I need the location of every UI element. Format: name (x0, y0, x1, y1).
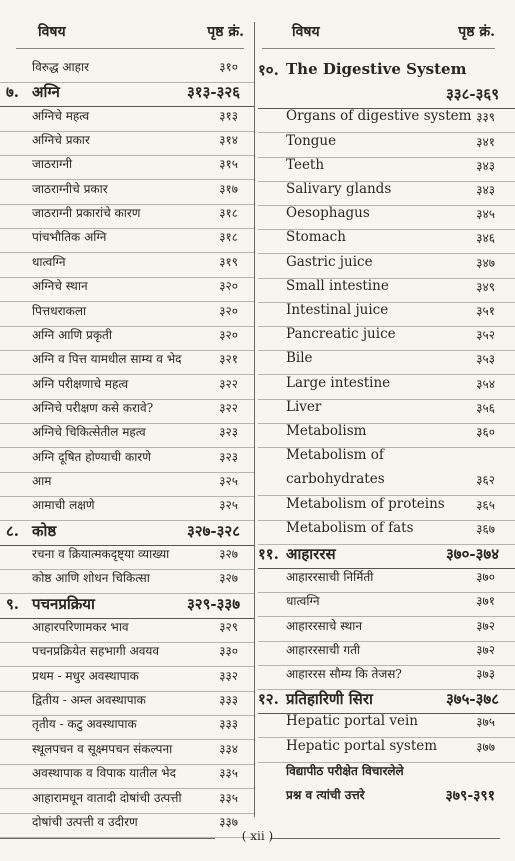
header-rule (262, 48, 495, 49)
toc-entry (0, 472, 254, 497)
entry-page: ३४१ (476, 134, 495, 149)
entry-page: ३४३ (476, 158, 495, 173)
toc-section-range (258, 84, 515, 109)
toc-entry (258, 568, 515, 593)
entry-page: ३१५ (219, 157, 238, 172)
column-header (0, 22, 254, 44)
entry-page: ३१७ (219, 181, 238, 196)
entry-title: carbohydrates (286, 471, 385, 488)
entry-title: आमाची लक्षणे (32, 498, 95, 513)
toc-entry (0, 569, 254, 594)
header-subject: विषय (38, 24, 66, 40)
toc-entry (0, 228, 254, 253)
toc-entry (258, 496, 515, 521)
entry-title: अग्नि व पित्त यामधील साम्य व भेद (32, 352, 182, 367)
entry-page: ३७२ (476, 618, 495, 633)
entry-title: आम (32, 473, 52, 488)
entry-title: Stomach (286, 229, 346, 246)
entry-title: आहाररसाची गती (286, 642, 361, 657)
toc-entry (258, 471, 515, 496)
entry-page: ३७२ (476, 642, 495, 657)
entry-page: ३१३ (219, 108, 238, 123)
entry-title: अग्निचे स्थान (32, 279, 88, 294)
entry-page: ३२९-३३७ (186, 594, 240, 613)
entry-title: Teeth (286, 156, 325, 173)
entry-title: अग्नि (32, 83, 60, 102)
toc-entry (0, 642, 254, 667)
entry-title: Small intestine (286, 277, 389, 294)
toc-entry (0, 789, 254, 814)
entry-page: ३२७ (219, 571, 238, 586)
entry-title: प्रतिहारिणी सिरा (286, 690, 373, 709)
toc-entry (0, 155, 254, 180)
entry-page: ३४६ (476, 231, 495, 246)
entry-page: ३५३ (476, 352, 495, 367)
entry-page: ३५१ (476, 304, 495, 318)
entry-title: आहारपरिणामकर भाव (32, 620, 129, 635)
toc-entry (258, 133, 515, 158)
toc-entry (258, 350, 515, 375)
entry-page: ३२७ (219, 547, 238, 561)
entry-title: तृतीय - कटु अवस्थापाक (32, 717, 137, 732)
entry-title: पचनप्रक्रिया (32, 594, 95, 613)
header-subject: विषय (292, 24, 320, 40)
entry-title: अग्नि परीक्षणाचे महत्व (32, 376, 129, 391)
entry-title: अवस्थापाक व विपाक यातील भेद (32, 766, 176, 781)
toc-entry (0, 667, 254, 692)
entry-page: ३४७ (476, 255, 495, 270)
toc-entry (0, 545, 254, 570)
entry-page: ३५२ (476, 328, 495, 343)
entry-page: ३१३-३२६ (186, 83, 240, 102)
toc-entry (0, 131, 254, 156)
entry-title: धात्वग्नि (286, 594, 320, 609)
toc-section (258, 689, 515, 714)
entry-page: ३७५-३७८ (445, 690, 499, 709)
entry-title: आहाररस (286, 545, 336, 563)
entry-page: ३७०-३७४ (445, 545, 499, 563)
toc-entry (0, 740, 254, 765)
entry-title: दोषांची उत्पत्ती व उदीरण (32, 814, 138, 829)
header-page: पृष्ठ क्रं. (207, 24, 244, 40)
toc-entry (258, 375, 515, 400)
toc-entry (0, 180, 254, 205)
toc-entry (258, 423, 515, 448)
entry-title: Pancreatic juice (286, 326, 396, 343)
toc-entry (258, 254, 515, 279)
entry-title: अग्नि आणि प्रकृती (32, 327, 112, 342)
entry-title: आहाररसाचे स्थान (286, 618, 363, 633)
entry-page: ३१४ (219, 133, 238, 148)
column-header (258, 22, 515, 44)
toc-entry (258, 665, 515, 690)
entry-title: धात्वग्नि (32, 254, 66, 269)
page-number: ( xii ) (241, 829, 274, 843)
entry-title: जाठराग्नीचे प्रकार (32, 181, 108, 196)
entry-page: ३५६ (476, 400, 495, 415)
column-divider (254, 22, 255, 817)
toc-section (0, 594, 254, 619)
entry-page: ३६० (476, 425, 495, 439)
toc-entry (258, 108, 515, 133)
entry-title: अग्नि दूषित होण्याची कारणे (32, 449, 151, 464)
entry-page: ३४५ (476, 207, 495, 222)
toc-entry (258, 181, 515, 206)
entry-title: पचनप्रक्रियेत सहभागी अवयव (32, 644, 160, 659)
toc-entry (258, 302, 515, 327)
section-number: १०. (258, 61, 279, 79)
toc-section (0, 521, 254, 546)
entry-page: ३२७-३२८ (186, 521, 240, 540)
entry-page: ३३९ (476, 110, 495, 125)
entry-title: Hepatic portal vein (286, 713, 418, 730)
entry-title: Hepatic portal system (286, 737, 438, 754)
toc-entry (258, 205, 515, 230)
toc-entry (0, 764, 254, 789)
entry-title: स्थूलपचन व सूक्ष्मपचन संकल्पना (32, 741, 173, 756)
entry-title: अग्निचे प्रकार (32, 133, 90, 148)
toc-entry (258, 713, 515, 738)
entry-page: ३२३ (219, 425, 238, 440)
entry-page: ३७५ (476, 715, 495, 730)
entry-page: ३३२ (219, 668, 238, 683)
entry-page: ३३५ (219, 766, 238, 781)
toc-entry (258, 447, 515, 471)
entry-title: विद्यापीठ परीक्षेत विचारलेले (286, 763, 404, 778)
entry-title: Salivary glands (286, 181, 392, 197)
entry-title: Liver (286, 398, 322, 415)
entry-title: Oesophagus (286, 205, 370, 222)
entry-title: आहारामधून वातादी दोषांची उत्पत्ती (32, 790, 182, 805)
section-number: ८. (6, 521, 20, 540)
entry-title: आहाररसाची निर्मिती (286, 570, 374, 585)
toc-entry (0, 496, 254, 521)
toc-entry (258, 326, 515, 351)
entry-page: ३२० (219, 327, 238, 342)
entry-page: ३६२ (476, 473, 495, 488)
entry-title: जाठराग्नी प्रकारांचे कारण (32, 206, 141, 221)
entry-page: ३३० (219, 644, 238, 659)
toc-entry (0, 691, 254, 716)
toc-entry (258, 157, 515, 182)
entry-page: ३७९-३९१ (445, 788, 495, 804)
entry-page: ३२९ (219, 620, 238, 635)
entry-page: ३१८ (219, 230, 238, 245)
toc-entry (0, 375, 254, 400)
section-number: ९. (6, 594, 20, 613)
entry-page: ३१८ (219, 206, 238, 221)
entry-title: कोष्ठ आणि शोधन चिकित्सा (32, 571, 150, 586)
entry-title: Large intestine (286, 374, 391, 391)
toc-entry (0, 423, 254, 448)
toc-entry (258, 278, 515, 303)
entry-title: Tongue (286, 132, 337, 149)
entry-page: ३७३ (476, 667, 495, 681)
toc-entry (0, 58, 254, 83)
entry-page: ३२० (219, 279, 238, 294)
entry-page: ३३४ (219, 741, 238, 756)
toc-entry-bold (258, 786, 515, 810)
toc-entry (0, 204, 254, 229)
entry-page: ३२५ (219, 498, 238, 513)
entry-title: Metabolism of proteins (286, 495, 445, 512)
entry-title: Organs of digestive system (286, 108, 472, 125)
toc-section (258, 544, 515, 569)
entry-page: ३६७ (476, 521, 495, 536)
entry-page: ३३५ (219, 790, 238, 805)
toc-section (0, 82, 254, 107)
entry-page: ३१० (219, 60, 238, 74)
toc-entry (258, 617, 515, 642)
header-rule (16, 48, 244, 49)
entry-page: ३४३ (476, 183, 495, 197)
entry-title: पित्तधराकला (32, 303, 87, 318)
entry-page: ३७१ (476, 594, 495, 609)
entry-title: पांचभौतिक अग्नि (32, 230, 107, 245)
entry-page: ३७० (476, 570, 495, 585)
section-number: १२. (258, 690, 279, 709)
entry-title: आहाररस सौम्य कि तेजस? (286, 667, 402, 681)
entry-title: जाठराग्नी (32, 157, 73, 172)
toc-entry (258, 641, 515, 666)
entry-title: Bile (286, 350, 313, 367)
toc-entry (258, 399, 515, 424)
entry-page: ३२२ (219, 400, 238, 415)
entry-title: द्वितीय - अम्ल अवस्थापाक (32, 693, 146, 708)
entry-title: The Digestive System (286, 60, 467, 78)
entry-title: Intestinal juice (286, 302, 389, 318)
entry-page: ३२३ (219, 449, 238, 464)
entry-title: रचना व क्रियात्मकदृष्ट्या व्याख्या (32, 547, 170, 561)
toc-entry (0, 618, 254, 643)
toc-entry (0, 277, 254, 302)
section-number: ११. (258, 545, 279, 563)
entry-page: ३६५ (476, 497, 495, 512)
toc-entry (258, 229, 515, 254)
entry-page: ३२२ (219, 376, 238, 391)
toc-entry (258, 592, 515, 617)
entry-page: ३७७ (476, 739, 495, 754)
entry-page: ३२५ (219, 473, 238, 488)
entry-title: Gastric juice (286, 253, 373, 270)
entry-title: अग्निचे परीक्षण कसे करावे? (32, 400, 154, 415)
toc-entry (0, 326, 254, 351)
toc-entry (0, 253, 254, 278)
toc-entry-bold (258, 762, 515, 786)
toc-entry (0, 107, 254, 132)
entry-page: ३५४ (476, 376, 495, 391)
entry-title: अग्निचे चिकित्सेतील महत्व (32, 425, 146, 440)
entry-title: विरुद्ध आहार (32, 60, 90, 74)
entry-title: Metabolism (286, 423, 367, 439)
entry-title: कोष्ठ (32, 521, 57, 540)
entry-title: प्रथम - मधुर अवस्थापाक (32, 668, 139, 683)
toc-entry (258, 520, 515, 545)
toc-entry (0, 399, 254, 424)
entry-page: ३१९ (219, 254, 238, 269)
entry-title: प्रश्न व त्यांची उत्तरे (286, 788, 365, 802)
entry-page: ३३७ (219, 814, 238, 829)
entry-page: ३३८-३६९ (445, 85, 499, 104)
entry-page: ३४९ (476, 279, 495, 294)
toc-entry (0, 715, 254, 740)
header-page: पृष्ठ क्रं. (458, 24, 495, 40)
toc-entry (0, 302, 254, 327)
entry-title: अग्निचे महत्व (32, 108, 90, 123)
entry-page: ३२० (219, 303, 238, 318)
entry-page: ३३३ (219, 717, 238, 732)
toc-section (258, 60, 515, 84)
entry-title: Metabolism of fats (286, 519, 414, 536)
entry-page: ३२१ (219, 352, 238, 367)
toc-entry (0, 448, 254, 473)
section-number: ७. (6, 83, 20, 102)
entry-page: ३३३ (219, 693, 238, 708)
toc-entry (0, 350, 254, 375)
toc-entry (258, 738, 515, 763)
entry-title: Metabolism of (286, 447, 384, 464)
